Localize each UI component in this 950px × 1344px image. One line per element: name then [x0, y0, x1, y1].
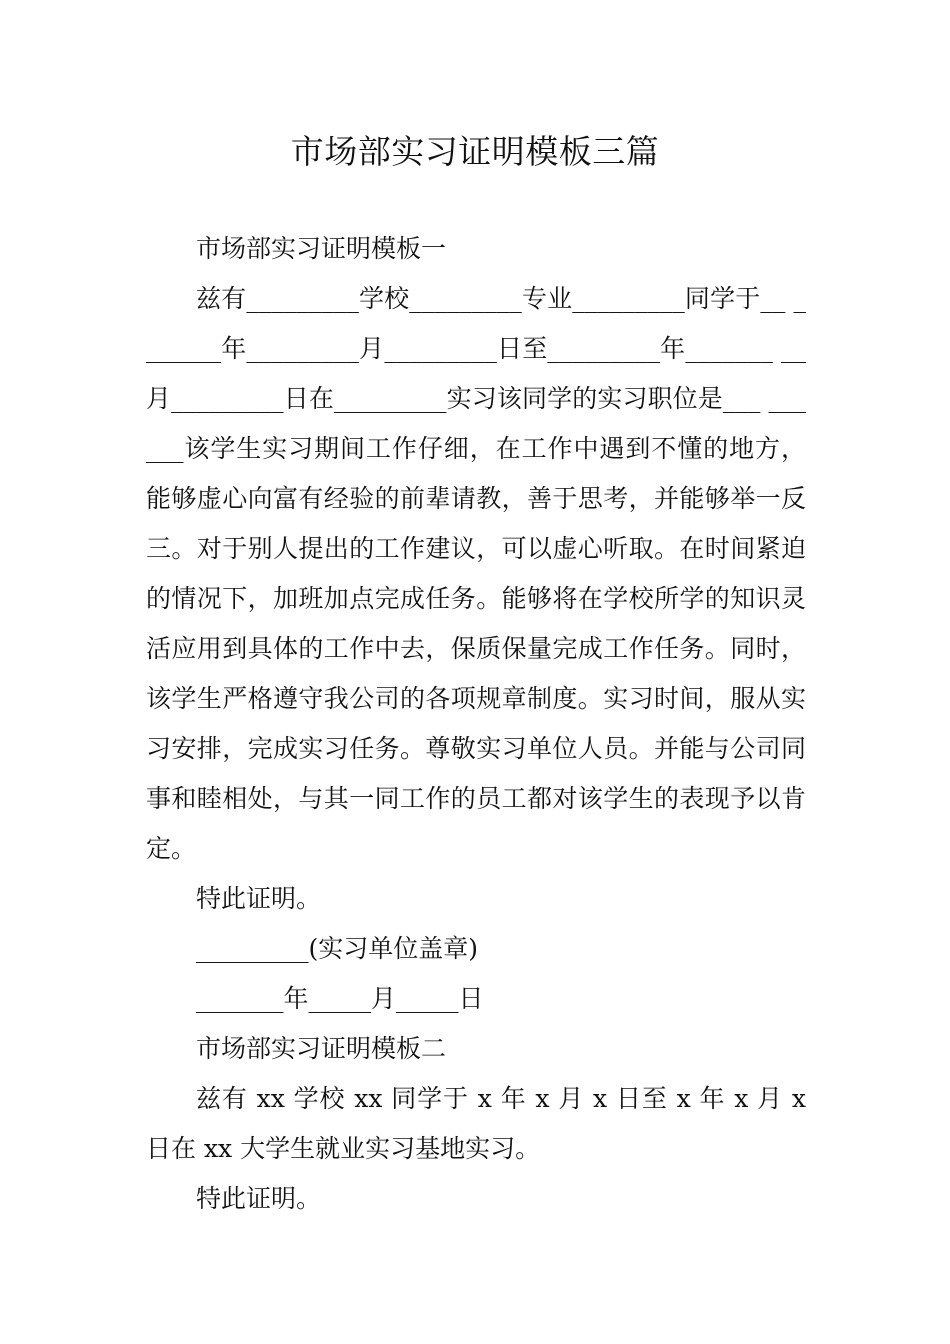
template-1-seal-line: _________(实习单位盖章) — [196, 934, 479, 963]
section-heading-template-2: 市场部实习证明模板二 — [196, 1034, 447, 1063]
template-1-date-line: _______年_____月_____日 — [196, 984, 484, 1013]
template-1-closing: 特此证明。 — [196, 884, 322, 913]
document-title: 市场部实习证明模板三篇 — [290, 132, 660, 171]
section-heading-template-1: 市场部实习证明模板一 — [196, 234, 447, 263]
document-body — [146, 224, 806, 1224]
template-2-body-paragraph: 兹有 xx 学校 xx 同学于 x 年 x 月 x 日至 x 年 x 月 x 日在 xx 大学生就业实习基地实习。 — [146, 1084, 806, 1163]
template-1-body-paragraph: 兹有_________学校_________专业_________同学于__ _______年_________月_________日至_________年_______ __月_________日在_________实习该同学的实习职位是___ ______该学生实习期间工作仔细，在工作中遇到不懂的地方，能够虚心向富有经验的前辈请教，善于思考，并能够举一反三。对于别人提出的工作建议，可以虚心听取。在时间紧迫的情况下，加班加点完成任务。能够将在学校所学的知识灵活应用到具体的工作中去，保质保量完成工作任务。同时，该学生严格遵守我公司的各项规章制度。实习时间，服从实习安排，完成实习任务。尊敬实习单位人员。并能与公司同事和睦相处，与其一同工作的员工都对该学生的表现予以肯定。 — [146, 284, 806, 863]
template-2-closing: 特此证明。 — [196, 1184, 322, 1213]
